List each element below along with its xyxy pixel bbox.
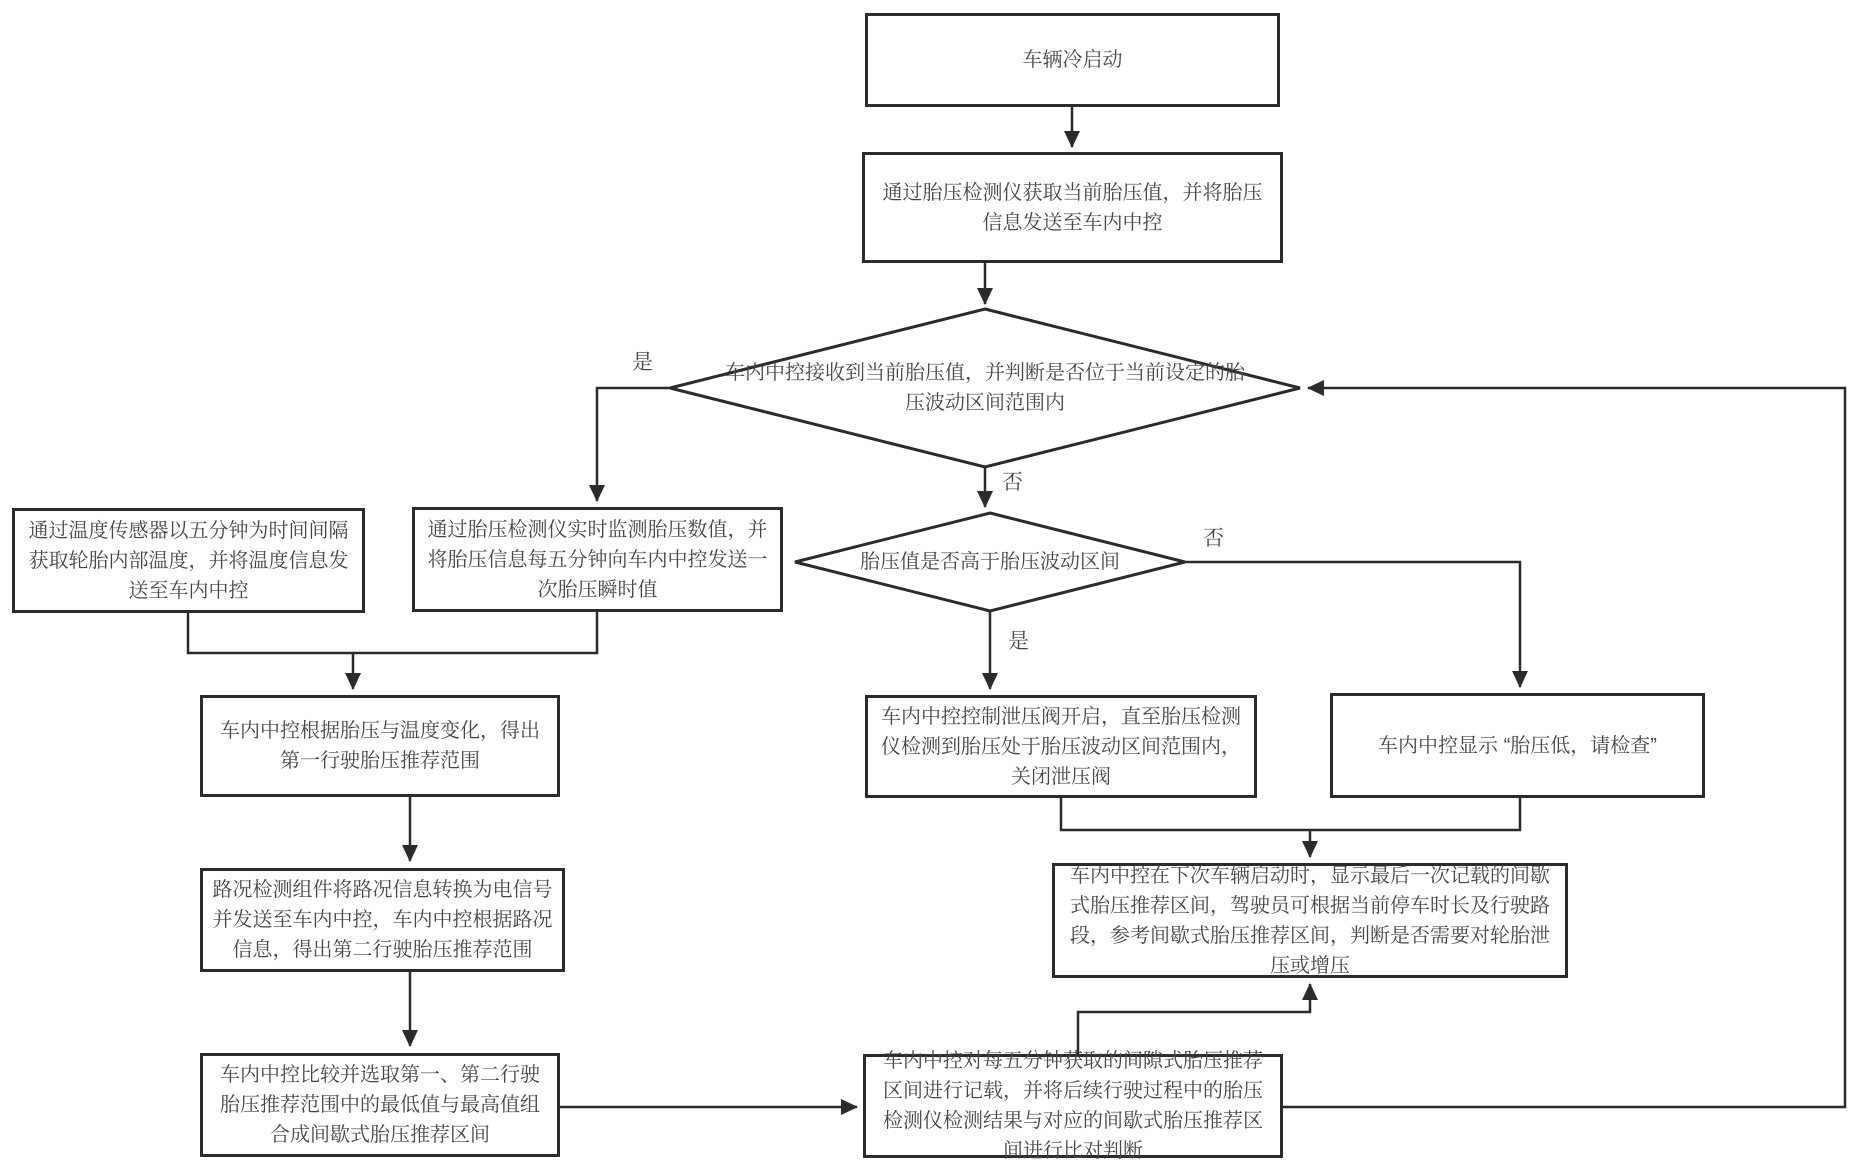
edge-merge-release-display	[1061, 798, 1520, 830]
edge-label-in-range-no: 否	[1002, 471, 1023, 494]
node-second-range	[200, 868, 565, 972]
node-combine-range	[200, 1053, 560, 1157]
node-second-range-label: 路况检测组件将路况信息转换为电信号并发送至车内中控，车内中控根据路况信息，得出第二行驶胎压推荐范围	[212, 879, 553, 961]
node-decision-in-range-label: 车内中控接收到当前胎压值，并判断是否位于当前设定的胎压波动区间范围内	[725, 361, 1245, 414]
node-record-compare-label: 车内中控对每五分钟获取的间隙式胎压推荐区间进行记载，并将后续行驶过程中的胎压检测仪检测结果与对应的间歇式胎压推荐区间进行比对判断	[883, 1050, 1263, 1162]
node-next-start-display	[1052, 863, 1568, 978]
node-start-label: 车辆冷启动	[1022, 49, 1123, 71]
node-combine-range-label: 车内中控比较并选取第一、第二行驶胎压推荐范围中的最低值与最高值组合成间歇式胎压推荐区间	[220, 1064, 540, 1146]
edge-decision1-yes	[597, 388, 670, 501]
node-realtime-monitor-label: 通过胎压检测仪实时监测胎压数值，并将胎压信息每五分钟向车内中控发送一次胎压瞬时值	[427, 518, 768, 601]
edge-label-above-range-yes: 是	[1008, 630, 1029, 653]
node-acquire-pressure	[862, 152, 1283, 263]
node-record-compare	[863, 1050, 1283, 1162]
node-start	[865, 13, 1280, 107]
node-first-range	[200, 695, 560, 797]
node-temperature-sensor-label: 通过温度传感器以五分钟为时间间隔获取轮胎内部温度，并将温度信息发送至车内中控	[28, 519, 349, 602]
node-acquire-pressure-label: 通过胎压检测仪获取当前胎压值，并将胎压信息发送至车内中控	[882, 181, 1263, 234]
edge-decision2-no	[1185, 562, 1520, 687]
node-decision-above-range-label: 胎压值是否高于胎压波动区间	[860, 551, 1120, 573]
node-display-low-pressure-label: 车内中控显示 “胎压低，请检查”	[1378, 734, 1657, 757]
edge-label-in-range-yes: 是	[632, 351, 653, 374]
node-decision-in-range	[720, 330, 1250, 445]
node-first-range-label: 车内中控根据胎压与温度变化，得出第一行驶胎压推荐范围	[220, 720, 540, 772]
node-open-release-valve	[865, 695, 1257, 798]
edge-record-to-next-start	[1078, 984, 1310, 1054]
node-realtime-monitor	[412, 507, 783, 612]
node-next-start-display-label: 车内中控在下次车辆启动时，显示最后一次记载的间歇式胎压推荐区间，驾驶员可根据当前停车时长及行驶路段，参考间歇式胎压推荐区间，判断是否需要对轮胎泄压或增压	[1070, 864, 1550, 977]
node-decision-above-range	[840, 537, 1140, 587]
edge-merge-temp-realtime	[188, 612, 597, 653]
node-temperature-sensor	[12, 508, 365, 613]
edge-label-above-range-no: 否	[1203, 527, 1224, 550]
node-display-low-pressure	[1330, 693, 1705, 798]
node-open-release-valve-label: 车内中控控制泄压阀开启，直至胎压检测仪检测到胎压处于胎压波动区间范围内，关闭泄压阀	[881, 705, 1241, 788]
